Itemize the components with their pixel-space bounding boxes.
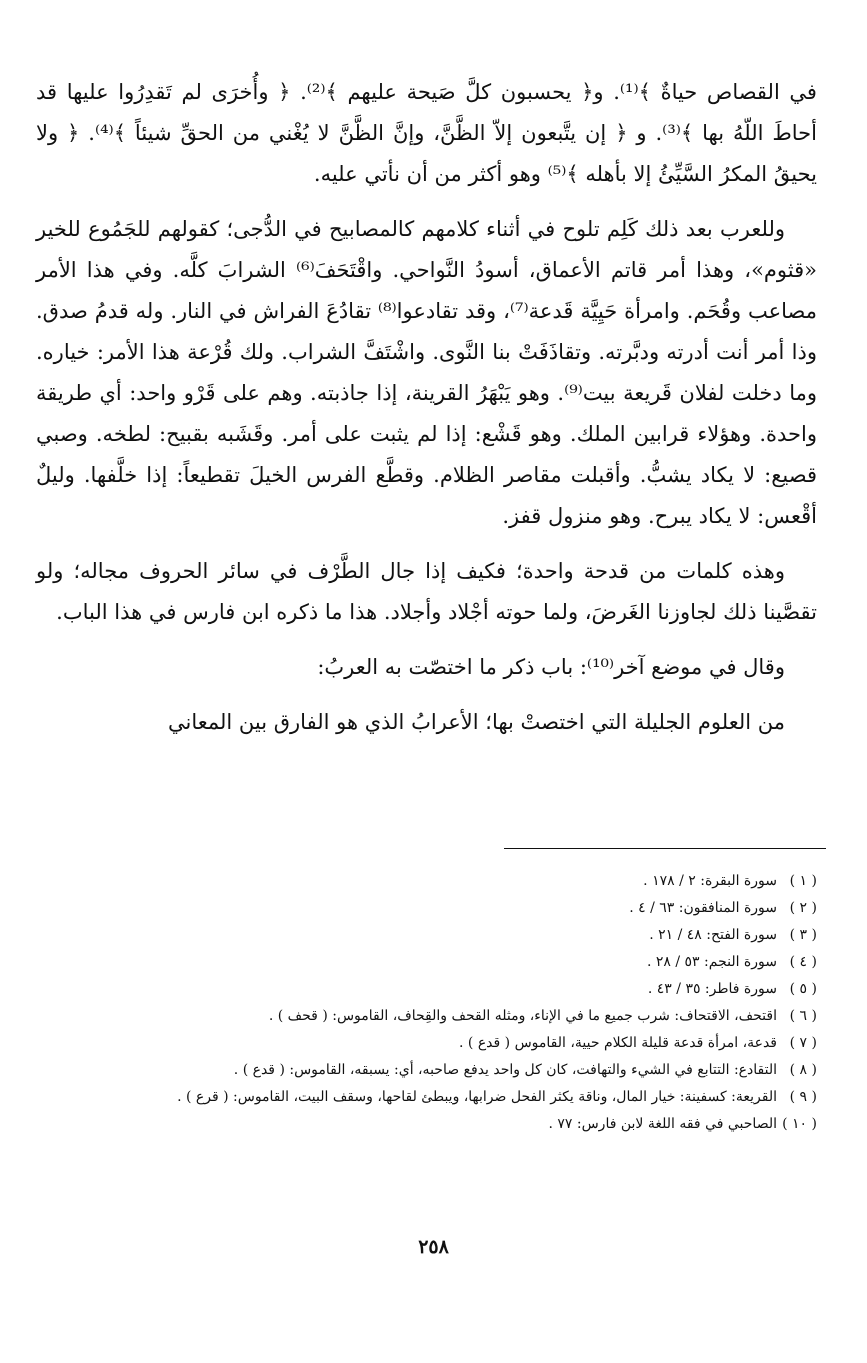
footnote-text: التقادع: التتابع في الشيء والتهافت، كان كل واحد يدفع صاحبه، أي: يسبقه، القاموس: ( قدع ) . <box>233 1062 777 1078</box>
footnote-number: ( ١ ) <box>789 873 817 889</box>
paragraph: وللعرب بعد ذلك كَلِم تلوح في أثناء كلامهم كالمصابيح في الدُّجى؛ كقولهم للجَمُوع للخير «قثوم»، وهذا أمر قاتم الأعماق، أسودُ النَّواحي. واقْتَحَفَ⁽⁶⁾ الشرابَ كلَّه. وفي هذا الأمر مصاعب وقُحَم. وامرأة حَيِيَّة قَدعة⁽⁷⁾، وقد تقادعوا⁽⁸⁾ تقادُعَ الفراش في النار. وله قدمُ صدق. وذا أمر أنت أدرته ودبَّرته. وتقاذَفَتْ بنا النَّوى. واشْتَفَّ الشراب. ولك قُرْعة هذا الأمر: خياره. وما دخلت لفلان قَريعة بيت⁽⁹⁾. وهو يَبْهَرُ القرينة، إذا جاذبته. وهم على قَرْو واحد: أي طريقة واحدة. وهؤلاء قرابين الملك. وهو قَشْع: إذا لم يثبت على أمر. وقَشَبه بقبيح: لطخه. وصبي قصيع: لا يكاد يشبُّ. وأقبلت مقاصر الظلام. وقطَّع الفرس الخيلَ تقطيعاً: إذا خلَّفها. وليلٌ أقْعس: لا يكاد يبرح. وهو منزول قفز. <box>36 217 817 528</box>
footnote-text: سورة النجم: ٥٣ / ٢٨ . <box>646 954 777 970</box>
footnote-text: سورة البقرة: ٢ / ١٧٨ . <box>643 873 777 889</box>
footnote <box>36 1057 817 1084</box>
main-text <box>36 72 817 757</box>
footnote <box>36 1030 817 1057</box>
footnote-number: ( ٨ ) <box>789 1062 817 1078</box>
footnote-text: اقتحف، الاقتحاف: شرب جميع ما في الإناء، ومثله القحف والقِحاف، القاموس: ( قحف ) . <box>268 1008 777 1024</box>
footnote <box>36 895 817 922</box>
paragraph: وقال في موضع آخر⁽¹⁰⁾: باب ذكر ما اختصّت به العربُ: <box>317 655 785 679</box>
footnote-text: قدعة، امرأة قدعة قليلة الكلام حيية، القاموس ( قدع ) . <box>459 1035 777 1051</box>
footnote-number: ( ٣ ) <box>789 927 817 943</box>
footnote-number: ( ٩ ) <box>789 1089 817 1105</box>
footnote-number: ( ٥ ) <box>789 981 817 997</box>
footnote-number: ( ٧ ) <box>789 1035 817 1051</box>
footnote <box>36 1003 817 1030</box>
footnote-text: الصاحبي في فقه اللغة لابن فارس: ٧٧ . <box>548 1116 777 1132</box>
page-number: ٢٥٨ <box>418 1236 449 1258</box>
footnote <box>36 868 817 895</box>
footnote-number: ( ٤ ) <box>789 954 817 970</box>
footnote <box>36 922 817 949</box>
footnote <box>36 976 817 1003</box>
footnote <box>36 949 817 976</box>
paragraph: وهذه كلمات من قدحة واحدة؛ فكيف إذا جال الطَّرْف في سائر الحروف مجاله؛ ولو تقصَّينا ذلك لجاوزنا الغَرضَ، ولما حوته أجْلاد وأجلاد. هذا ما ذكره ابن فارس في هذا الباب. <box>36 559 817 624</box>
footnote-text: سورة الفتح: ٤٨ / ٢١ . <box>649 927 777 943</box>
paragraph: من العلوم الجليلة التي اختصتْ بها؛ الأعرابُ الذي هو الفارق بين المعاني <box>167 710 785 734</box>
footnote-text: سورة فاطر: ٣٥ / ٤٣ . <box>647 981 777 997</box>
paragraph: في القصاص حياةٌ ﴾⁽¹⁾. و﴿ يحسبون كلَّ صَيحة عليهم ﴾⁽²⁾. ﴿ وأُخرَى لم تَقدِرُوا عليها قد أحاطَ اللّهُ بها ﴾⁽³⁾. و ﴿ إن يتَّبعون إلاّ الظَّنَّ، وإنَّ الظَّنَّ لا يُغْني من الحقِّ شيئاً ﴾⁽⁴⁾. ﴿ ولا يحيقُ المكرُ السَّيِّئُ إلا بأهله ﴾⁽⁵⁾ وهو أكثر من أن نأتي عليه. <box>36 80 817 186</box>
footnote <box>36 1084 817 1111</box>
footnotes <box>36 868 817 1138</box>
footnote <box>36 1111 817 1138</box>
footnote-text: سورة المنافقون: ٦٣ / ٤ . <box>629 900 777 916</box>
footnote-number: ( ١٠ ) <box>782 1116 817 1132</box>
footnote-number: ( ٦ ) <box>789 1008 817 1024</box>
footnote-number: ( ٢ ) <box>789 900 817 916</box>
footnote-text: القريعة: كسفينة: خيار المال، وناقة يكثر الفحل ضرابها، ويبطئ لقاحها، وسقف البيت، القاموس: ( قرع ) . <box>177 1089 777 1105</box>
footnote-separator <box>504 848 826 849</box>
